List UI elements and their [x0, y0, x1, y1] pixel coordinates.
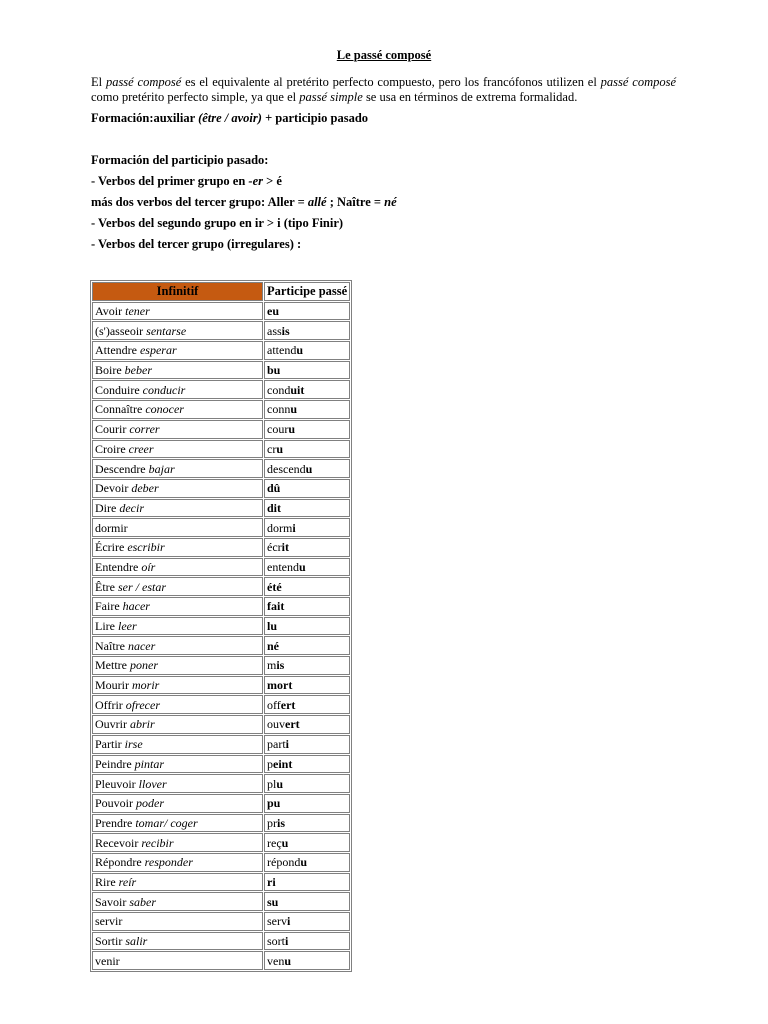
participle-stem: part — [267, 737, 286, 752]
table-row — [92, 833, 350, 852]
table-row — [92, 636, 350, 655]
participle-ending: u — [299, 559, 306, 574]
participle-cell — [264, 932, 350, 951]
french-infinitive: Mettre — [95, 658, 130, 673]
table-row — [92, 440, 350, 459]
participle-stem: écr — [267, 540, 282, 555]
participle-cell — [264, 420, 350, 439]
spanish-translation: conducir — [142, 382, 186, 397]
participle-cell — [264, 518, 350, 537]
text-run: -er — [248, 174, 263, 188]
table-row — [92, 597, 350, 616]
infinitive-cell — [92, 656, 263, 675]
text-run: passé composé — [105, 75, 182, 89]
participle-ending: pu — [267, 796, 281, 811]
infinitive-cell — [92, 774, 263, 793]
french-infinitive: Boire — [95, 363, 125, 378]
participle-ending: u — [296, 343, 304, 358]
text-run: - Verbos del tercer grupo (irregulares) : — [91, 237, 302, 251]
spanish-translation: hacer — [122, 599, 150, 614]
participle-stem: sort — [267, 934, 285, 949]
text-run: passé composé — [600, 75, 677, 89]
text-run: + participio pasado — [261, 111, 369, 125]
participle-cell — [264, 499, 350, 518]
participle-cell — [264, 597, 350, 616]
participle-cell — [264, 774, 350, 793]
spanish-translation: abrir — [130, 717, 155, 732]
table-row — [92, 912, 350, 931]
participle-stem: entend — [267, 559, 299, 574]
participle-ending: it — [281, 540, 289, 555]
participle-ending: i — [292, 520, 296, 535]
participle-cell — [264, 676, 350, 695]
infinitive-cell — [92, 459, 263, 478]
table-row — [92, 499, 350, 518]
text-run: Formación:auxiliar — [91, 111, 199, 125]
infinitive-cell — [92, 400, 263, 419]
infinitive-cell — [92, 341, 263, 360]
participle-ending: bu — [267, 363, 281, 378]
text-run: - Verbos del segundo grupo en ir > i (tipo Finir) — [91, 216, 344, 230]
text-run: allé — [307, 195, 327, 209]
table-row — [92, 951, 350, 970]
participle-stem: ven — [267, 953, 285, 968]
participle-stem: serv — [267, 914, 287, 929]
infinitive-cell — [92, 695, 263, 714]
infinitive-cell — [92, 833, 263, 852]
participle-ending: ert — [285, 717, 300, 732]
participle-cell — [264, 302, 350, 321]
participle-ending: u — [300, 855, 308, 870]
verbs-table — [90, 280, 352, 972]
infinitive-cell — [92, 735, 263, 754]
participle-cell — [264, 440, 350, 459]
participle-cell — [264, 656, 350, 675]
infinitive-cell — [92, 558, 263, 577]
participle-cell — [264, 321, 350, 340]
french-infinitive: Ouvrir — [95, 717, 130, 732]
text-run: né — [384, 195, 397, 209]
participle-cell — [264, 853, 350, 872]
spanish-translation: conocer — [145, 402, 184, 417]
participle-stem: dorm — [267, 520, 293, 535]
spanish-translation: nacer — [127, 638, 156, 653]
participle-cell — [264, 912, 350, 931]
participle-stem: conn — [267, 402, 291, 417]
french-infinitive: Savoir — [95, 894, 130, 909]
participle-ending: u — [276, 776, 284, 791]
infinitive-cell — [92, 932, 263, 951]
infinitive-cell — [92, 321, 263, 340]
rule-exceptions — [91, 195, 397, 210]
infinitive-cell — [92, 499, 263, 518]
spanish-translation: tener — [125, 304, 150, 319]
french-infinitive: Attendre — [95, 343, 140, 358]
table-row — [92, 380, 350, 399]
infinitive-cell — [92, 518, 263, 537]
participle-cell — [264, 538, 350, 557]
french-infinitive: Descendre — [95, 461, 149, 476]
table-row — [92, 656, 350, 675]
french-infinitive: Recevoir — [95, 835, 142, 850]
table-row — [92, 932, 350, 951]
participle-cell — [264, 755, 350, 774]
participle-ending: uit — [290, 382, 305, 397]
table-row — [92, 321, 350, 340]
spanish-translation: tomar/ coger — [135, 815, 198, 830]
participle-ending: su — [267, 894, 279, 909]
french-infinitive: Mourir — [95, 678, 132, 693]
participle-stem: m — [267, 658, 277, 673]
spanish-translation: correr — [129, 422, 160, 437]
participle-stem: pl — [267, 776, 277, 791]
infinitive-cell — [92, 814, 263, 833]
french-infinitive: Faire — [95, 599, 123, 614]
text-run: más dos verbos del tercer grupo: Aller = — [91, 195, 308, 209]
spanish-translation: morir — [132, 678, 160, 693]
participle-ending: i — [285, 737, 289, 752]
participle-cell — [264, 951, 350, 970]
participle-ending: né — [267, 638, 279, 653]
text-run: - Verbos del primer grupo en — [91, 174, 249, 188]
participle-stem: cr — [267, 441, 277, 456]
participle-ending: i — [285, 934, 289, 949]
french-infinitive: Courir — [95, 422, 130, 437]
french-infinitive: Conduire — [95, 382, 143, 397]
text-run: como pretérito perfecto simple, ya que el — [91, 90, 300, 104]
participle-cell — [264, 361, 350, 380]
table-row — [92, 695, 350, 714]
french-infinitive: Pleuvoir — [95, 776, 139, 791]
participle-cell — [264, 380, 350, 399]
text-run: ; Naître = — [326, 195, 385, 209]
participle-stem: descend — [267, 461, 306, 476]
table-row — [92, 479, 350, 498]
french-infinitive: Dire — [95, 500, 120, 515]
infinitive-cell — [92, 538, 263, 557]
participle-ending: u — [276, 441, 284, 456]
participle-ending: u — [288, 422, 296, 437]
table-row — [92, 302, 350, 321]
table-row — [92, 755, 350, 774]
table-row — [92, 794, 350, 813]
intro-paragraph — [91, 75, 676, 105]
table-row — [92, 420, 350, 439]
french-infinitive: Écrire — [95, 540, 128, 555]
participle-stem: attend — [267, 343, 297, 358]
participle-ending: is — [277, 815, 286, 830]
participle-stem: cond — [267, 382, 291, 397]
french-infinitive: Entendre — [95, 559, 142, 574]
spanish-translation: creer — [128, 441, 154, 456]
participle-cell — [264, 577, 350, 596]
spanish-translation: reír — [118, 874, 137, 889]
french-infinitive: Connaître — [95, 402, 146, 417]
table-row — [92, 400, 350, 419]
spanish-translation: decir — [119, 500, 144, 515]
infinitive-cell — [92, 951, 263, 970]
spanish-translation: ofrecer — [125, 697, 160, 712]
infinitive-cell — [92, 912, 263, 931]
spanish-translation: pintar — [134, 756, 164, 771]
participle-stem: reç — [267, 835, 282, 850]
header-infinitif: Infinitif — [92, 282, 263, 301]
text-run: Formación del participio pasado: — [91, 153, 269, 167]
participle-cell — [264, 400, 350, 419]
participle-cell — [264, 833, 350, 852]
infinitive-cell — [92, 577, 263, 596]
spanish-translation: salir — [125, 934, 148, 949]
text-run: El — [91, 75, 106, 89]
french-infinitive: Sortir — [95, 934, 126, 949]
infinitive-cell — [92, 302, 263, 321]
french-infinitive: Naître — [95, 638, 128, 653]
spanish-translation: deber — [131, 481, 159, 496]
french-infinitive: Prendre — [95, 815, 136, 830]
spanish-translation: escribir — [127, 540, 165, 555]
page-title: Le passé composé — [336, 48, 432, 62]
participle-cell — [264, 873, 350, 892]
table-row — [92, 361, 350, 380]
table-row — [92, 577, 350, 596]
table-row — [92, 459, 350, 478]
participle-ending: u — [290, 402, 298, 417]
header-participe: Participe passé — [264, 282, 350, 301]
participle-ending: eint — [273, 756, 293, 771]
spanish-translation: bajar — [148, 461, 175, 476]
table-row — [92, 676, 350, 695]
french-infinitive: Croire — [95, 441, 129, 456]
participle-stem: répond — [267, 855, 301, 870]
text-run: passé simple — [299, 90, 363, 104]
participle-ending: i — [287, 914, 291, 929]
participle-stem: pr — [267, 815, 277, 830]
infinitive-cell — [92, 873, 263, 892]
infinitive-cell — [92, 853, 263, 872]
participle-ending: lu — [267, 619, 278, 634]
french-infinitive: Lire — [95, 619, 118, 634]
participle-ending: eu — [267, 304, 279, 319]
participle-ending: u — [305, 461, 313, 476]
participle-cell — [264, 558, 350, 577]
participle-cell — [264, 695, 350, 714]
participle-ending: ri — [267, 874, 276, 889]
table-row — [92, 617, 350, 636]
table-row — [92, 518, 350, 537]
participle-cell — [264, 814, 350, 833]
spanish-translation: irse — [124, 737, 143, 752]
spanish-translation: oír — [141, 559, 156, 574]
french-infinitive: (s')asseoir — [95, 323, 147, 338]
participle-ending: fait — [267, 599, 285, 614]
french-infinitive: dormir — [95, 520, 128, 535]
participle-stem: cour — [267, 422, 289, 437]
participle-cell — [264, 459, 350, 478]
participle-stem: ass — [267, 323, 282, 338]
table-row — [92, 558, 350, 577]
french-infinitive: Avoir — [95, 304, 126, 319]
participle-cell — [264, 892, 350, 911]
spanish-translation: beber — [124, 363, 152, 378]
infinitive-cell — [92, 892, 263, 911]
infinitive-cell — [92, 479, 263, 498]
participle-ending: dû — [267, 481, 281, 496]
french-infinitive: Devoir — [95, 481, 132, 496]
text-run: es el equivalente al pretérito perfecto compuesto, pero los francófonos utilizen el — [181, 75, 601, 89]
participle-cell — [264, 794, 350, 813]
french-infinitive: Offrir — [95, 697, 126, 712]
french-infinitive: Répondre — [95, 855, 145, 870]
participle-ending: u — [284, 953, 292, 968]
infinitive-cell — [92, 361, 263, 380]
table-row — [92, 735, 350, 754]
participle-stem: p — [267, 756, 273, 771]
participle-cell — [264, 479, 350, 498]
table-row — [92, 814, 350, 833]
spanish-translation: recibir — [141, 835, 174, 850]
participle-ending: dit — [267, 500, 282, 515]
table-row — [92, 715, 350, 734]
participle-ending: u — [281, 835, 289, 850]
participle-ending: été — [267, 579, 282, 594]
spanish-translation: esperar — [139, 343, 177, 358]
participle-section-title — [91, 153, 268, 168]
infinitive-cell — [92, 715, 263, 734]
rule-third-group — [91, 237, 301, 252]
rule-first-group — [91, 174, 282, 189]
text-run: (être / avoir) — [198, 111, 262, 125]
infinitive-cell — [92, 676, 263, 695]
french-infinitive: servir — [95, 914, 123, 929]
table-row — [92, 853, 350, 872]
participle-cell — [264, 636, 350, 655]
spanish-translation: poder — [136, 796, 165, 811]
spanish-translation: ser / estar — [118, 579, 166, 594]
french-infinitive: venir — [95, 953, 120, 968]
table-row — [92, 774, 350, 793]
rule-second-group — [91, 216, 343, 231]
participle-ending: is — [281, 323, 290, 338]
spanish-translation: responder — [144, 855, 193, 870]
spanish-translation: llover — [138, 776, 167, 791]
infinitive-cell — [92, 440, 263, 459]
spanish-translation: saber — [129, 894, 157, 909]
participle-ending: ert — [280, 697, 296, 712]
participle-cell — [264, 715, 350, 734]
participle-stem: off — [267, 697, 281, 712]
table-row — [92, 892, 350, 911]
french-infinitive: Rire — [95, 874, 119, 889]
participle-stem: ouv — [267, 717, 285, 732]
participle-ending: is — [276, 658, 285, 673]
spanish-translation: sentarse — [146, 323, 187, 338]
table-row — [92, 538, 350, 557]
infinitive-cell — [92, 636, 263, 655]
french-infinitive: Être — [95, 579, 118, 594]
infinitive-cell — [92, 380, 263, 399]
text-run: > é — [263, 174, 282, 188]
table-row — [92, 873, 350, 892]
participle-cell — [264, 617, 350, 636]
infinitive-cell — [92, 420, 263, 439]
spanish-translation: leer — [118, 619, 137, 634]
infinitive-cell — [92, 755, 263, 774]
spanish-translation: poner — [130, 658, 158, 673]
participle-cell — [264, 735, 350, 754]
table-row — [92, 341, 350, 360]
participle-ending: mort — [267, 678, 293, 693]
french-infinitive: Peindre — [95, 756, 135, 771]
text-run: se usa en términos de extrema formalidad. — [362, 90, 578, 104]
participle-cell — [264, 341, 350, 360]
french-infinitive: Pouvoir — [95, 796, 137, 811]
french-infinitive: Partir — [95, 737, 125, 752]
infinitive-cell — [92, 794, 263, 813]
formation-rule — [91, 111, 368, 126]
infinitive-cell — [92, 617, 263, 636]
infinitive-cell — [92, 597, 263, 616]
